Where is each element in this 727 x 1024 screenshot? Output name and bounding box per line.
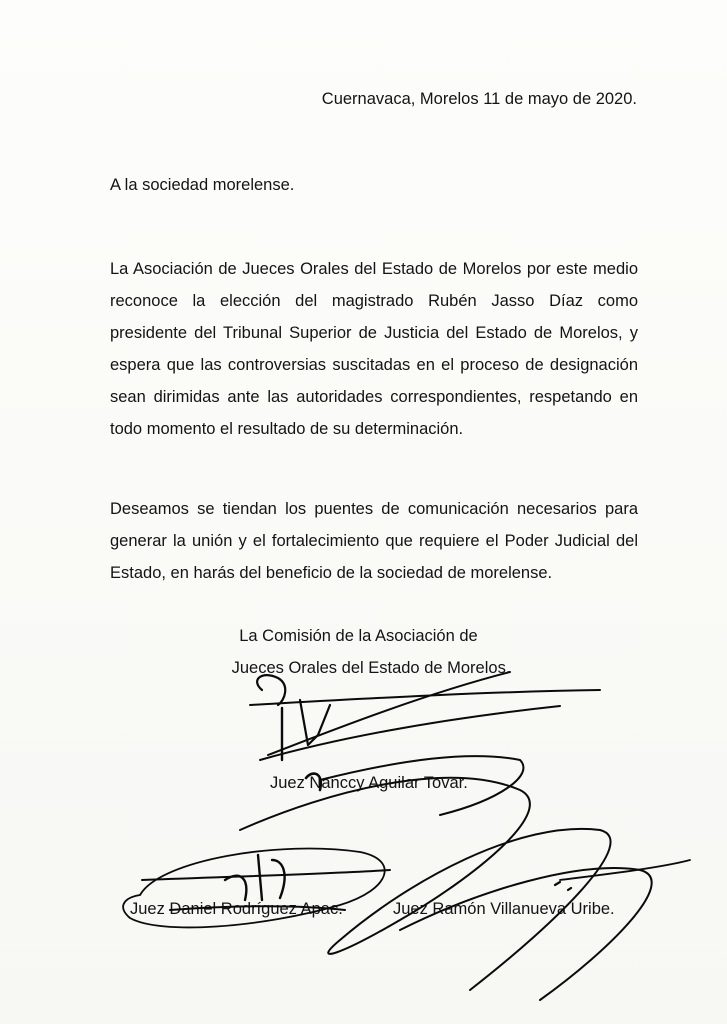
closing-line-1: La Comisión de la Asociación de (239, 627, 478, 645)
signatory-name-3: Juez Ramón Villanueva Uribe. (393, 900, 615, 918)
signature-1 (250, 672, 600, 815)
body-paragraph-2: Deseamos se tiendan los puentes de comunicación necesarios para generar la unión y el fortalecimiento que requiere el Poder Judicial del Estado, en harás del beneficio de la sociedad de morelense. (110, 500, 638, 582)
closing-block (0, 620, 727, 684)
signatory-name-2: Juez Daniel Rodríguez Apac. (130, 900, 343, 918)
greeting: A la sociedad morelense. (110, 176, 295, 194)
signature-3 (240, 778, 690, 1000)
date-line: Cuernavaca, Morelos 11 de mayo de 2020. (321, 90, 637, 108)
body-paragraph-1: La Asociación de Jueces Orales del Estado de Morelos por este medio reconoce la elección del magistrado Rubén Jasso Díaz como presidente del Tribunal Superior de Justicia del Estado de Morelos, y espera que las controversias suscitadas en el proceso de designación sean dirimidas ante las autoridades correspondientes, respetando en todo momento el resultado de su determinación. (110, 260, 638, 438)
closing-line-2: Jueces Orales del Estado de Morelos. (231, 659, 511, 677)
signatory-name-1: Juez Nanccy Aguilar Tovar. (270, 774, 468, 792)
